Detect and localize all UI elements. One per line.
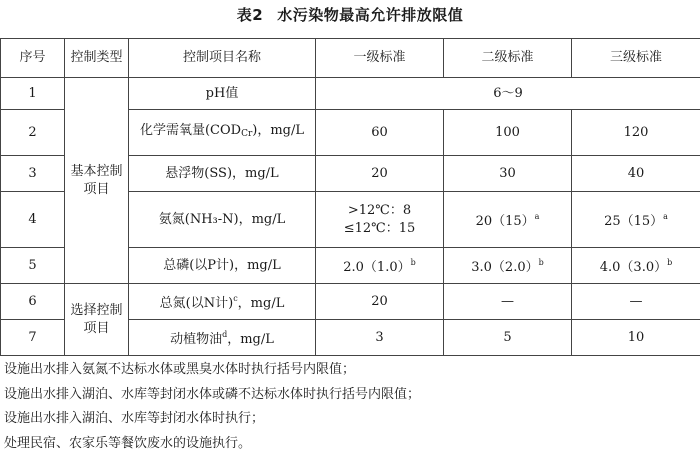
cell-level1: 60 <box>316 110 444 156</box>
group-basic-line1: 基本控制 <box>70 163 123 179</box>
header-item: 控制项目名称 <box>129 39 316 78</box>
cell-level3: 40 <box>572 156 700 192</box>
cell-level3: $4.0(3.0)^b$ <box>572 248 700 284</box>
note-line: 处理民宿、农家乐等餐饮废水的设施执行。 <box>4 435 252 451</box>
cell-level2: $3.0(2.0)^b$ <box>444 248 572 284</box>
note-line: 设施出水排入湖泊、水库等封闭水体时执行； <box>4 411 265 426</box>
group-optional-line1: 选择控制 <box>70 302 123 318</box>
note-line: 设施出水排入氨氮不达标水体或黑臭水体时执行括号内限值； <box>4 362 356 377</box>
row-no: 5 <box>1 248 65 284</box>
group-basic-line2: 项目 <box>83 181 110 197</box>
header-row <box>1 39 700 78</box>
table-title <box>0 4 700 25</box>
table-notes <box>4 358 420 456</box>
header-type: 控制类型 <box>65 39 129 78</box>
header-level2: 二级标准 <box>444 39 572 78</box>
cell-level2: 30 <box>444 156 572 192</box>
cell-level1: $2.0(1.0)^b$ <box>316 248 444 284</box>
cell-level2: — <box>444 284 572 320</box>
emission-limits-table <box>0 38 700 356</box>
table-row <box>1 78 700 110</box>
row-no: 7 <box>1 320 65 356</box>
table-row <box>1 284 700 320</box>
row-merged-value: 6～9 <box>316 78 700 110</box>
cell-level3: 120 <box>572 110 700 156</box>
row-name: 化学需氧量$(COD_{Cr})$，mg/L <box>129 110 316 156</box>
row-no: 6 <box>1 284 65 320</box>
cell-level2: $20(15)^a$ <box>444 192 572 248</box>
row-no: 1 <box>1 78 65 110</box>
cell-level2: 100 <box>444 110 572 156</box>
header-level3: 三级标准 <box>572 39 700 78</box>
row-name: 悬浮物(SS)，mg/L <box>129 156 316 192</box>
cell-level2: 5 <box>444 320 572 356</box>
row-no: 2 <box>1 110 65 156</box>
row-name: 动植物油$^d$，mg/L <box>129 320 316 356</box>
cell-level3: 10 <box>572 320 700 356</box>
group-basic <box>65 78 129 284</box>
header-no: 序号 <box>1 39 65 78</box>
row-name: pH值 <box>129 78 316 110</box>
cell-level1: 20 <box>316 156 444 192</box>
row-no: 4 <box>1 192 65 248</box>
row-name: 氨氮(NH₃-N)，mg/L <box>129 192 316 248</box>
cell-level3: — <box>572 284 700 320</box>
table-number: 表2 <box>236 6 264 24</box>
row-name: 总氮(以N计)$^c$，mg/L <box>129 284 316 320</box>
group-optional <box>65 284 129 356</box>
row-name: 总磷(以P计)，mg/L <box>129 248 316 284</box>
cell-level1: >12℃：8 ≤12℃：15 <box>316 192 444 248</box>
header-level1: 一级标准 <box>316 39 444 78</box>
cell-level1: 3 <box>316 320 444 356</box>
table-caption: 水污染物最高允许排放限值 <box>277 6 464 24</box>
row-no: 3 <box>1 156 65 192</box>
cell-level1: 20 <box>316 284 444 320</box>
cell-level3: $25(15)^a$ <box>572 192 700 248</box>
group-optional-line2: 项目 <box>83 320 110 336</box>
note-line: 设施出水排入湖泊、水库等封闭水体或磷不达标水体时执行括号内限值； <box>4 386 421 402</box>
